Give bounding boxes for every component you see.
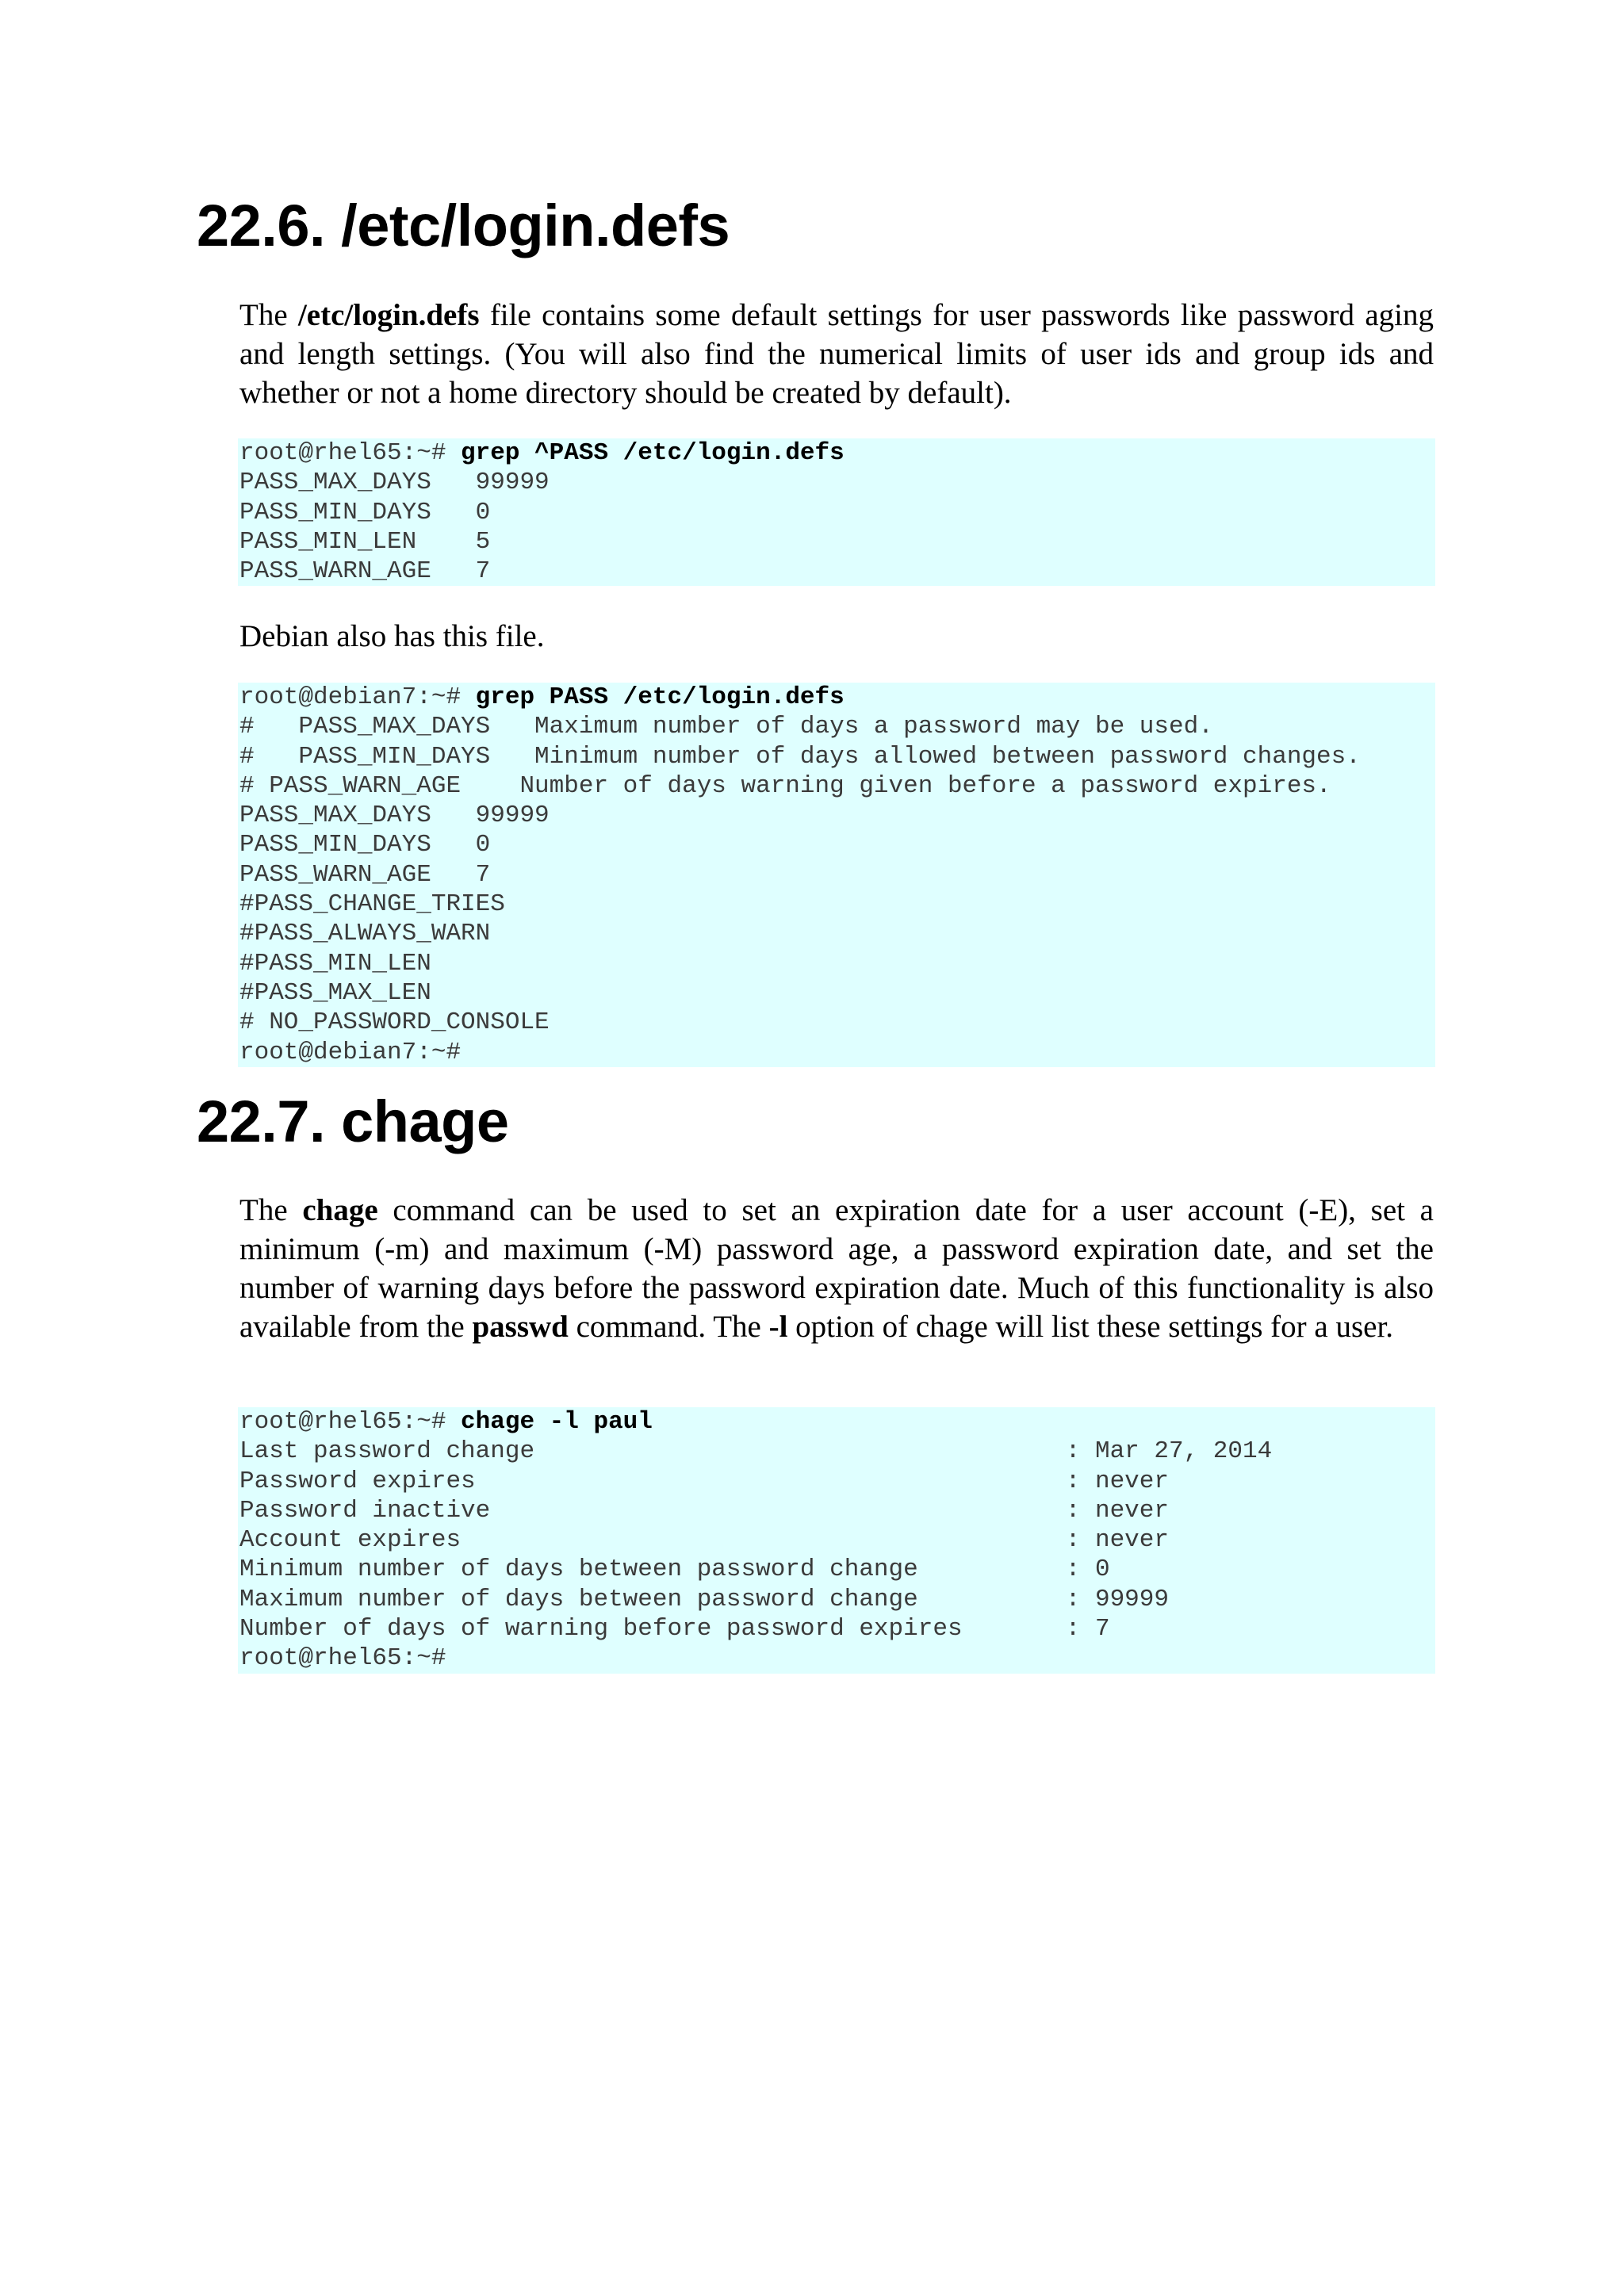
command-bold: chage <box>302 1193 378 1227</box>
login-defs-description <box>239 296 1434 412</box>
code-output-line: #PASS_MIN_LEN <box>239 949 431 978</box>
code-output-line: PASS_MIN_DAYS 0 <box>239 498 491 526</box>
code-output-line: #PASS_MAX_LEN <box>239 978 431 1007</box>
code-output-line: Account expires : never <box>239 1526 1169 1555</box>
code-output-line: Minimum number of days between password change : 0 <box>239 1556 1110 1584</box>
code-output-line: PASS_WARN_AGE 7 <box>239 557 491 586</box>
code-output-line: Number of days of warning before password expires : 7 <box>239 1615 1110 1644</box>
code-output-line: PASS_MIN_DAYS 0 <box>239 831 491 859</box>
code-output-line: # PASS_MAX_DAYS Maximum number of days a password may be used. <box>239 713 1213 741</box>
code-block-debian-grep <box>238 683 1435 1067</box>
code-output-line: #PASS_CHANGE_TRIES <box>239 890 505 919</box>
option-bold: -l <box>768 1310 788 1344</box>
text-run: The <box>239 1193 303 1227</box>
code-output-line: Maximum number of days between password change : 99999 <box>239 1585 1169 1613</box>
code-output-line: PASS_MAX_DAYS 99999 <box>239 469 550 497</box>
code-output-line: PASS_WARN_AGE 7 <box>239 860 491 889</box>
shell-command: grep PASS /etc/login.defs <box>475 683 845 711</box>
filename-bold: /etc/login.defs <box>297 298 480 332</box>
text-run: option of chage will list these settings for a user. <box>787 1310 1394 1344</box>
shell-prompt: root@rhel65:~# <box>239 1408 462 1436</box>
code-prompt-line <box>239 683 1435 712</box>
shell-command: chage -l paul <box>461 1408 653 1436</box>
chage-description <box>239 1191 1434 1346</box>
code-output-line: root@rhel65:~# <box>239 1644 446 1673</box>
section-heading-login-defs: 22.6. /etc/login.defs <box>197 193 730 258</box>
code-output-line: Password inactive : never <box>239 1496 1169 1525</box>
code-output-line: Last password change : Mar 27, 2014 <box>239 1437 1273 1466</box>
text-run: command can be used to set an expiration date for a user account (-E), set a minimum (-m) and maximum (-M) password age, a password expiration date, and set the number of warning days before the password expiration date. Much of this functionality is also available from the <box>239 1193 1434 1344</box>
code-output-line: root@debian7:~# <box>239 1038 462 1066</box>
code-output-line: # NO_PASSWORD_CONSOLE <box>239 1008 550 1037</box>
code-block-rhel-grep <box>238 438 1435 586</box>
shell-command: grep ^PASS /etc/login.defs <box>461 439 845 467</box>
code-prompt-line <box>239 1407 1435 1437</box>
code-output-line: #PASS_ALWAYS_WARN <box>239 920 491 948</box>
command-bold: passwd <box>472 1310 569 1344</box>
code-output-line: # PASS_MIN_DAYS Minimum number of days allowed between password changes. <box>239 742 1361 771</box>
shell-prompt: root@debian7:~# <box>239 683 476 711</box>
code-output-line: PASS_MAX_DAYS 99999 <box>239 802 550 830</box>
code-output-line: Password expires : never <box>239 1467 1169 1495</box>
text-run: The <box>239 298 298 332</box>
text-run: command. The <box>568 1310 769 1344</box>
shell-prompt: root@rhel65:~# <box>239 439 462 467</box>
debian-note: Debian also has this file. <box>239 619 545 653</box>
code-output-line: PASS_MIN_LEN 5 <box>239 527 491 556</box>
code-block-chage <box>238 1407 1435 1674</box>
code-output-line: # PASS_WARN_AGE Number of days warning given before a password expires. <box>239 771 1331 800</box>
section-heading-chage: 22.7. chage <box>197 1089 509 1154</box>
text-run: file contains some default settings for user passwords like password aging and length settings. (You will also find the numerical limits of user ids and group ids and whether or not a home directory should be created by default). <box>239 298 1434 410</box>
code-prompt-line <box>239 438 1435 468</box>
